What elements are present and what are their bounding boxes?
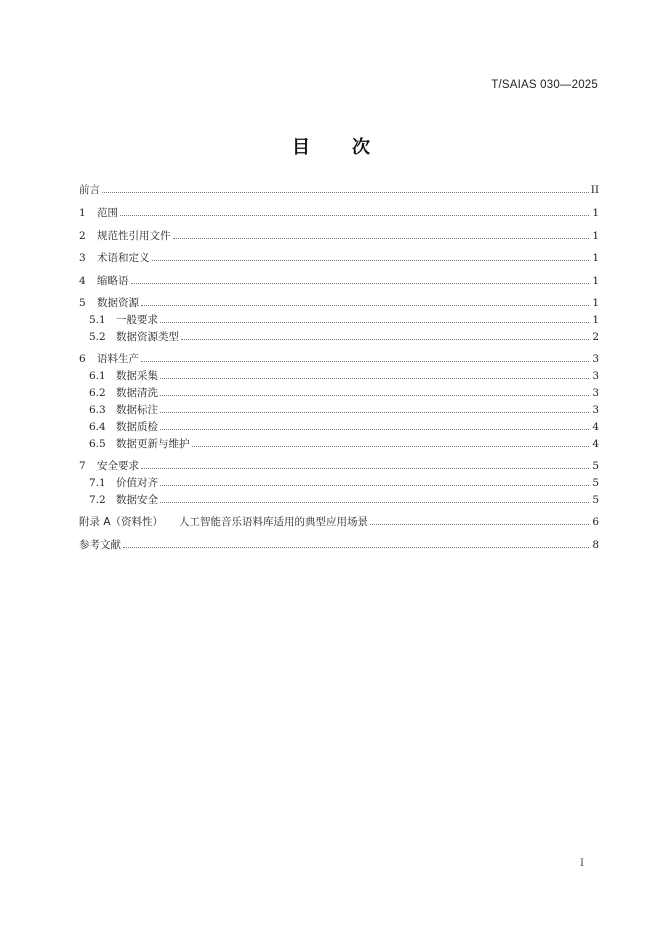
toc-entry-label: 数据标注 bbox=[116, 404, 158, 416]
toc-entry-corpus-production[interactable] bbox=[79, 350, 599, 366]
toc-entry-page: 4 bbox=[592, 421, 599, 433]
toc-entry-scope[interactable] bbox=[79, 204, 599, 220]
toc-entry-page: 1 bbox=[592, 297, 599, 309]
dot-leader bbox=[160, 484, 589, 486]
toc-entry-label: 数据资源类型 bbox=[116, 331, 179, 343]
dot-leader bbox=[173, 237, 590, 239]
footer-page-number: I bbox=[580, 858, 584, 869]
toc-entry-label: 安全要求 bbox=[97, 460, 139, 472]
toc-entry-annex-prefix: 附录 A（资料性） bbox=[79, 516, 164, 528]
toc-entry-general-requirements[interactable] bbox=[89, 311, 599, 327]
dot-leader bbox=[123, 546, 589, 548]
dot-leader bbox=[131, 282, 590, 284]
toc-entry-label: 规范性引用文件 bbox=[97, 230, 171, 242]
toc-entry-data-quality-check[interactable] bbox=[89, 418, 599, 434]
toc-entry-number: 4 bbox=[79, 275, 86, 287]
dot-leader bbox=[181, 338, 589, 340]
dot-leader bbox=[120, 214, 589, 216]
toc-entry-label: 前言 bbox=[79, 184, 100, 196]
toc-entry-label: 数据更新与维护 bbox=[116, 438, 190, 450]
dot-leader bbox=[141, 304, 589, 306]
toc-entry-label: 缩略语 bbox=[97, 275, 129, 287]
dot-leader bbox=[160, 411, 589, 413]
toc-entry-data-cleaning[interactable] bbox=[89, 384, 599, 400]
toc-entry-label: 数据质检 bbox=[116, 421, 158, 433]
toc-entry-data-resources[interactable] bbox=[79, 294, 599, 310]
toc-entry-terms-definitions[interactable] bbox=[79, 249, 599, 265]
toc-entry-page: 1 bbox=[592, 314, 599, 326]
toc-entry-label: 数据清洗 bbox=[116, 387, 158, 399]
toc-entry-number: 6.3 bbox=[89, 404, 106, 416]
toc-entry-data-update-maintenance[interactable] bbox=[89, 435, 599, 451]
toc-entry-number: 7.1 bbox=[89, 477, 106, 489]
toc-title-char-1: 目 bbox=[292, 137, 310, 158]
toc-entry-page: II bbox=[590, 184, 599, 196]
dot-leader bbox=[102, 191, 589, 193]
toc-entry-page: 1 bbox=[592, 207, 599, 219]
dot-leader bbox=[152, 259, 590, 261]
toc-entry-security-requirements[interactable] bbox=[79, 457, 599, 473]
toc-entry-number: 5.2 bbox=[89, 331, 106, 343]
toc-entry-number: 5.1 bbox=[89, 314, 106, 326]
toc-entry-label: 数据安全 bbox=[116, 494, 158, 506]
dot-leader bbox=[160, 377, 589, 379]
dot-leader bbox=[141, 360, 589, 362]
toc-entry-data-security[interactable] bbox=[89, 491, 599, 507]
dot-leader bbox=[141, 467, 589, 469]
toc-entry-label: 数据资源 bbox=[97, 297, 139, 309]
toc-entry-number: 1 bbox=[79, 207, 86, 219]
toc-entry-label: 范围 bbox=[97, 207, 118, 219]
toc-entry-label: 数据采集 bbox=[116, 370, 158, 382]
dot-leader bbox=[160, 321, 589, 323]
toc-entry-page: 3 bbox=[592, 387, 599, 399]
toc-entry-number: 6.1 bbox=[89, 370, 106, 382]
toc-entry-annex-a[interactable] bbox=[79, 513, 599, 529]
toc-entry-normative-references[interactable] bbox=[79, 227, 599, 243]
toc-entry-abbreviations[interactable] bbox=[79, 272, 599, 288]
toc-entry-data-annotation[interactable] bbox=[89, 401, 599, 417]
toc-entry-foreword[interactable] bbox=[79, 181, 599, 197]
toc-entry-number: 3 bbox=[79, 252, 86, 264]
toc-entry-page: 5 bbox=[592, 460, 599, 472]
dot-leader bbox=[370, 523, 589, 525]
toc-title bbox=[0, 133, 662, 159]
toc-entry-label: 语料生产 bbox=[97, 353, 139, 365]
document-code: T/SAIAS 030—2025 bbox=[491, 79, 598, 91]
toc-entry-value-alignment[interactable] bbox=[89, 474, 599, 490]
toc-entry-label: 参考文献 bbox=[79, 539, 121, 551]
toc-entry-bibliography[interactable] bbox=[79, 536, 599, 552]
toc-entry-page: 8 bbox=[592, 539, 599, 551]
toc-entry-page: 6 bbox=[592, 516, 599, 528]
toc-entry-data-collection[interactable] bbox=[89, 367, 599, 383]
toc-entry-number: 6.4 bbox=[89, 421, 106, 433]
toc-entry-label: 人工智能音乐语料库适用的典型应用场景 bbox=[179, 516, 369, 528]
toc-entry-page: 5 bbox=[592, 494, 599, 506]
toc-entry-label: 价值对齐 bbox=[116, 477, 158, 489]
dot-leader bbox=[160, 428, 589, 430]
dot-leader bbox=[160, 394, 589, 396]
toc-title-char-2: 次 bbox=[352, 137, 370, 158]
toc-entry-data-resource-types[interactable] bbox=[89, 328, 599, 344]
toc-entry-page: 1 bbox=[592, 230, 599, 242]
toc-entry-page: 2 bbox=[592, 331, 599, 343]
toc-entry-number: 2 bbox=[79, 230, 86, 242]
toc-entry-page: 3 bbox=[592, 370, 599, 382]
dot-leader bbox=[192, 445, 590, 447]
toc-entry-number: 6.5 bbox=[89, 438, 106, 450]
toc-entry-page: 5 bbox=[592, 477, 599, 489]
toc-entry-number: 6.2 bbox=[89, 387, 106, 399]
toc-entry-page: 1 bbox=[592, 252, 599, 264]
toc-entry-page: 4 bbox=[592, 438, 599, 450]
dot-leader bbox=[160, 501, 589, 503]
toc-entry-page: 3 bbox=[592, 404, 599, 416]
toc-entry-number: 6 bbox=[79, 353, 86, 365]
toc-entry-number: 5 bbox=[79, 297, 86, 309]
toc-entry-number: 7 bbox=[79, 460, 86, 472]
toc-entry-label: 一般要求 bbox=[116, 314, 158, 326]
toc-entry-number: 7.2 bbox=[89, 494, 106, 506]
toc-entry-page: 1 bbox=[592, 275, 599, 287]
toc-entry-label: 术语和定义 bbox=[97, 252, 150, 264]
toc-entry-page: 3 bbox=[592, 353, 599, 365]
